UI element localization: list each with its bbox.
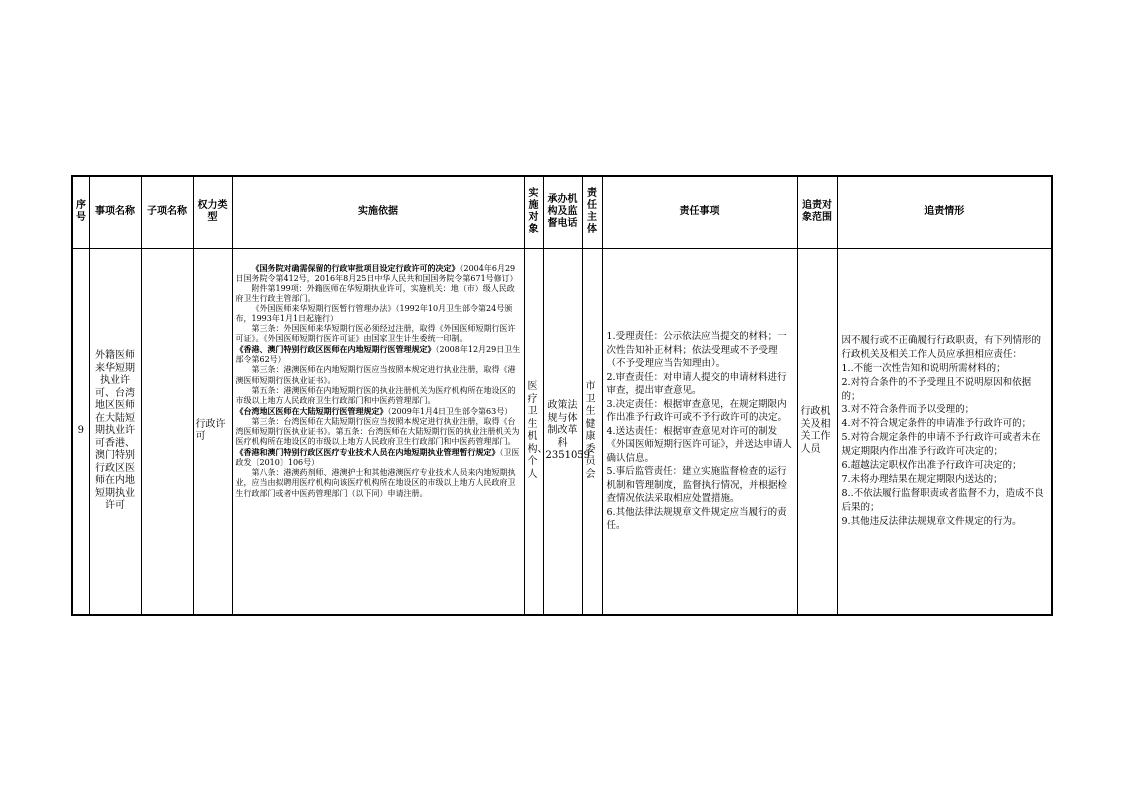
situation-item: 2.对符合条件的不予受理且不说明原因和依据的； [841,376,1032,402]
header-target: 实施对象 [524,176,543,248]
header-row [72,176,1052,248]
basis-clause: 第三条：外国医师来华短期行医必须经过注册，取得《外国医师短期行医许可证》。《外国医师短期行医许可证》由国家卫生计生委统一印制。 [235,324,516,344]
power-list-table [71,175,1053,616]
basis-law-4-info: （2009年1月4日卫生部令第63号） [387,406,513,416]
situation-item: 8..不依法履行监督职责或者监督不力，造成不良后果的； [841,487,1044,513]
row-sub-item [141,248,193,615]
basis-clause: 第三条：台湾医师在大陆短期行医应当按照本规定进行执业注册，取得《台湾医师短期行医执业证书》。第五条：台湾医师在大陆短期行医的执业注册机关为医疗机构所在地设区的市级以上地方人民政府卫生行政部门和中医药管理部门。 [235,416,520,447]
row-duties [602,248,797,615]
basis-law-2: 《外国医师来华短期行医暂行管理办法》（1992年10月卫生部令第24号颁布，1993年1月1日起施行） [235,303,513,323]
situation-item: 3.对不符合条件而予以受理的； [841,404,975,416]
row-target: 医疗卫生机构、个人 [524,248,543,615]
duty-item: 5.事后监管责任：建立实施监督检查的运行机制和管理制度，监督执行情况，并根据检查情况依法采取相应处置措施。 [606,466,788,504]
row-accountable: 行政机关及相关工作人员 [797,248,837,615]
header-dept-phone: 承办机构及监督电话 [543,176,582,248]
header-power-type: 权力类型 [193,176,232,248]
duty-item: 6.其他法律法规规章文件规定应当履行的责任。 [606,506,787,531]
row-basis [232,248,524,615]
situation-item: 9.其他违反法律法规规章文件规定的行为。 [841,515,1022,527]
basis-clause: 附件第199项：外籍医师在华短期执业许可，实施机关：地（市）级人民政府卫生行政主管部门。 [235,283,515,303]
basis-clause: 第三条：港澳医师在内地短期行医应当按照本规定进行执业注册，取得《港澳医师短期行医执业证书》。 [235,365,516,385]
situation-item: 7.未将办理结果在规定期限内送达的； [841,473,1003,485]
situation-item: 4.对不符合规定条件的申请准予行政许可的； [841,418,1032,430]
row-power-type: 行政许可 [193,248,232,615]
basis-law-1-title: 《国务院对确需保留的行政审批项目设定行政许可的决定》 [251,262,460,273]
basis-law-5-title: 《香港和澳门特别行政区医疗专业技术人员在内地短期执业管理暂行规定》 [235,447,500,458]
header-item-name: 事项名称 [89,176,141,248]
basis-law-3-title: 《香港、澳门特别行政区医师在内地短期行医管理规定》 [235,344,436,355]
basis-law-3-info: （2008年12月29日卫生部令第62号） [235,345,521,365]
basis-law-5-info: （卫医政发〔2010〕106号） [235,448,520,468]
basis-law-4-title: 《台湾地区医师在大陆短期行医管理规定》 [235,405,388,416]
situation-item: 6.超越法定职权作出准予行政许可决定的； [841,460,1022,472]
row-no: 9 [72,248,89,615]
situation-intro: 因不履行或不正确履行行政职责，有下列情形的行政机关及相关工作人员应承担相应责任： [841,334,1042,360]
table-row [72,248,1052,615]
header-no: 序号 [72,176,89,248]
header-sub-item: 子项名称 [141,176,193,248]
situation-item: 1..不能一次性告知和说明所需材料的； [841,362,1006,374]
header-situations: 追责情形 [837,176,1052,248]
duty-item: 4.送达责任：根据审查意见对许可的制发《外国医师短期行医许可证》，并送达申请人确认信息。 [606,425,792,464]
row-situations [837,248,1052,615]
header-subject: 责任主体 [582,176,602,248]
row-subject: 市卫生健康委员会 [582,248,602,615]
basis-clause: 第八条：港澳药剂师、港澳护士和其他港澳医疗专业技术人员来内地短期执业，应当由拟聘用医疗机构向该医疗机构所在地设区的市级以上地方人民政府卫生行政部门或者中医药管理部门（以下同）申请注册。 [235,468,516,498]
row-item-name: 外籍医师来华短期执业许可、台湾地区医师在大陆短期执业许可香港、澳门特别行政区医师在内地短期执业许可 [89,248,141,615]
situation-item: 5.对符合规定条件的申请不予行政许可或者未在规定期限内作出准予行政许可决定的； [841,432,1041,458]
row-dept-phone: 政策法规与体制改革科2351059 [543,248,582,615]
basis-clause: 第五条：港澳医师在内地短期行医的执业注册机关为医疗机构所在地设区的市级以上地方人民政府卫生行政部门和中医药管理部门。 [235,385,516,405]
header-duties: 责任事项 [602,176,797,248]
basis-law-1-info: （2004年6月29日国务院令第412号，2016年8月25日中华人民共和国国务院令第671号修订） [235,263,518,283]
duty-item: 2.审查责任：对申请人提交的申请材料进行审查，提出审查意见。 [606,371,787,396]
header-basis: 实施依据 [232,176,524,248]
duty-item: 3.决定责任：根据审查意见，在规定期限内作出准予行政许可或不予行政许可的决定。 [606,398,788,423]
header-accountable: 追责对象范围 [797,176,837,248]
duty-item: 1.受理责任：公示依法应当提交的材料；一次性告知补正材料；依法受理或不予受理（不予受理应当告知理由）。 [606,331,787,369]
